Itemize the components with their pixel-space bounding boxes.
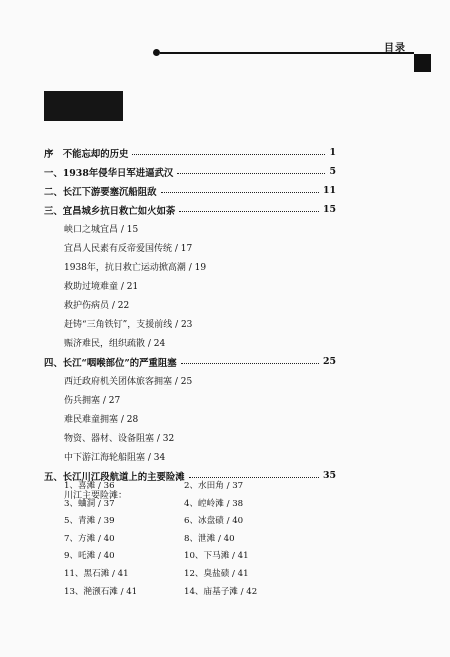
toc-subentry[interactable] xyxy=(44,447,336,466)
toc-subentry[interactable] xyxy=(44,257,336,276)
rapid-entry[interactable]: 4、崆岭滩 / 38 xyxy=(184,498,244,509)
rapids-row xyxy=(64,549,304,567)
dot-leader xyxy=(161,192,319,193)
toc-subentry[interactable] xyxy=(44,428,336,447)
rapids-row xyxy=(64,497,304,515)
table-of-contents xyxy=(44,143,336,504)
chapter-heading-block xyxy=(44,91,123,121)
rapid-entry[interactable]: 13、滟滪石滩 / 41 xyxy=(64,586,138,597)
toc-entry-label: 宜昌人民素有反帝爱国传统 / 17 xyxy=(64,244,193,254)
toc-page-number: 11 xyxy=(322,185,336,196)
toc-entry-label: 三、宜昌城乡抗日救亡如火如荼 xyxy=(44,205,176,217)
toc-page-number: 35 xyxy=(322,470,336,481)
toc-page-number: 25 xyxy=(322,356,336,367)
header-tab-mark xyxy=(414,54,431,72)
dot-leader xyxy=(181,363,319,364)
rapid-entry[interactable]: 8、泄滩 / 40 xyxy=(184,533,235,544)
rapids-row xyxy=(64,479,304,497)
toc-entry-label: 赈济难民，组织疏散 / 24 xyxy=(64,339,166,349)
rapids-row xyxy=(64,585,304,603)
toc-entry-label: 伤兵拥塞 / 27 xyxy=(64,396,121,406)
rapids-list xyxy=(64,479,304,602)
toc-entry-label: 一、1938年侵华日军进逼武汉 xyxy=(44,167,174,179)
dot-leader xyxy=(179,211,319,212)
header-bullet-dot xyxy=(153,49,160,56)
toc-entry-label: 中下游江海轮船阻塞 / 34 xyxy=(64,453,166,463)
toc-entry-label: 救护伤病员 / 22 xyxy=(64,301,130,311)
toc-subentry[interactable] xyxy=(44,295,336,314)
rapid-entry[interactable]: 5、青滩 / 39 xyxy=(64,516,115,527)
toc-entry-label: 赶铸“三角铁钉”，支援前线 / 23 xyxy=(64,320,193,330)
toc-page-number: 5 xyxy=(329,166,336,177)
toc-subentry[interactable] xyxy=(44,333,336,352)
rapids-row xyxy=(64,514,304,532)
toc-subentry[interactable] xyxy=(44,276,336,295)
toc-entry-label: 川江主要险滩： xyxy=(64,491,128,501)
toc-entry-label: 峡口之城宜昌 / 15 xyxy=(64,225,139,235)
toc-entry-label: 难民难童拥塞 / 28 xyxy=(64,415,139,425)
rapid-entry[interactable]: 11、黑石滩 / 41 xyxy=(64,568,129,579)
rapid-entry[interactable]: 10、下马滩 / 41 xyxy=(184,551,249,562)
toc-entry[interactable] xyxy=(44,162,336,181)
rapid-entry[interactable]: 12、臭盐碛 / 41 xyxy=(184,568,249,579)
toc-entry-label: 序 不能忘却的历史 xyxy=(44,148,129,160)
dot-leader xyxy=(189,477,319,478)
rapid-entry[interactable]: 9、吒滩 / 40 xyxy=(64,551,115,562)
toc-entry-label: 1938年，抗日救亡运动掀高潮 / 19 xyxy=(64,263,207,273)
rapid-entry[interactable]: 6、冰盘碛 / 40 xyxy=(184,516,244,527)
header-rule xyxy=(160,52,414,54)
rapid-entry[interactable]: 3、蛐洞 / 37 xyxy=(64,498,115,509)
dot-leader xyxy=(132,154,325,155)
toc-subentry[interactable] xyxy=(44,371,336,390)
toc-entry-label: 西迁政府机关团体旅客拥塞 / 25 xyxy=(64,377,193,387)
toc-page-number: 1 xyxy=(329,147,336,158)
toc-entry-label: 救助过境难童 / 21 xyxy=(64,282,139,292)
toc-entry[interactable] xyxy=(44,352,336,371)
toc-subentry[interactable] xyxy=(44,238,336,257)
toc-entry[interactable] xyxy=(44,143,336,162)
toc-entry-label: 五、长江川江段航道上的主要险滩 xyxy=(44,471,185,483)
rapid-entry[interactable]: 7、方滩 / 40 xyxy=(64,533,115,544)
toc-subentry[interactable] xyxy=(44,314,336,333)
toc-subentry[interactable] xyxy=(44,390,336,409)
dot-leader xyxy=(177,173,325,174)
rapid-entry[interactable]: 2、水田角 / 37 xyxy=(184,481,244,491)
rapids-row xyxy=(64,532,304,550)
page-title: 目录 xyxy=(384,43,406,54)
toc-entry-label: 物资、器材、设备阻塞 / 32 xyxy=(64,434,175,444)
toc-entry-label: 二、长江下游要塞沉船阻敌 xyxy=(44,186,157,198)
rapid-entry[interactable]: 1、喜滩 / 36 xyxy=(64,481,115,491)
toc-subentry[interactable] xyxy=(44,409,336,428)
toc-subentry[interactable] xyxy=(44,219,336,238)
toc-page-number: 15 xyxy=(322,204,336,215)
toc-entry[interactable] xyxy=(44,181,336,200)
toc-entry-label: 四、长江“咽喉部位”的严重阻塞 xyxy=(44,357,177,369)
rapids-row xyxy=(64,567,304,585)
toc-entry[interactable] xyxy=(44,200,336,219)
rapid-entry[interactable]: 14、庙基子滩 / 42 xyxy=(184,586,258,597)
